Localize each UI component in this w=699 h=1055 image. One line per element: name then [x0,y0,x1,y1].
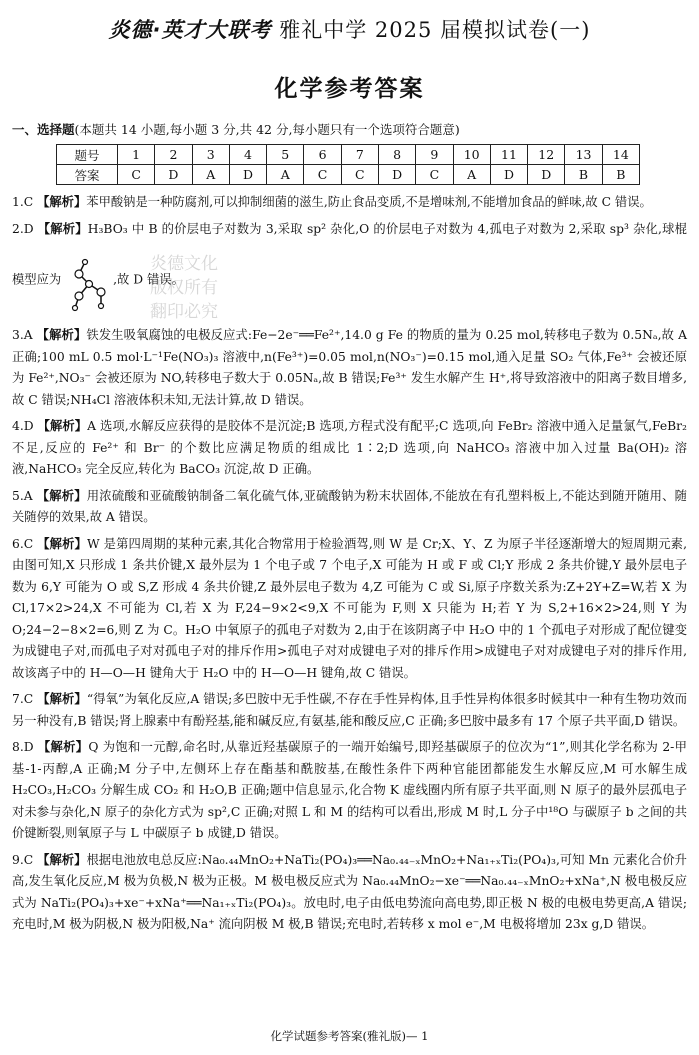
answer-cell: C [416,165,453,185]
answer-cell: A [192,165,229,185]
explanation-item [12,416,687,481]
question-number: 14 [602,145,639,165]
explanation-item [12,737,687,845]
item-number: 4.D [12,419,34,433]
item-text: H₃BO₃ 中 B 的价层电子对数为 3,采取 sp² 杂化,O 的价层电子对数为 4,孤电子对数为 2,采取 sp³ 杂化,球棍模型应为 [12,221,687,287]
answer-table-number-row [57,145,640,165]
answer-cell: A [267,165,304,185]
section-label: 一、选择题 [12,122,75,137]
question-number: 8 [378,145,415,165]
answer-cell: D [155,165,192,185]
explanation-item [12,486,687,529]
answer-cell: D [229,165,266,185]
answer-cell: C [304,165,341,185]
analysis-tag: 【解析】 [37,692,87,706]
item-number: 7.C [12,692,34,706]
explanations [12,192,687,941]
brand-name: 炎德·英才大联考 [108,18,272,42]
item-text: “得氧”为氧化反应,A 错误;多巴胺中无手性碳,不存在手性异构体,且手性异构体很多时候其中一种有生物功效而另一种没有,B 错误;肾上腺素中有酚羟基,能和碱反应,有氨基,能和酸反应,C 正确;多巴胺中最多有 17 个原子共平面,D 错误。 [12,692,687,728]
analysis-tag: 【解析】 [36,328,87,342]
question-number: 3 [192,145,229,165]
analysis-tag: 【解析】 [37,536,87,551]
item-text: W 是第四周期的某种元素,其化合物常用于检验酒驾,则 W 是 Cr;X、Y、Z 为原子半径逐渐增大的短周期元素,由图可知,X 只形成 1 条共价键,X 最外层为 1 个电子或 7 个电子,X 可能为 H 或 F 或 Cl;Y 形成 2 条共价键,Y 最外层电子数为 6,Y 可能为 O 或 S,Z 形成 4 条共价键,Z 最外层电子数为 4,Z 可能为 C 或 Si,原子序数关系为:Z+2Y+Z=W,若 X 为 Cl,17×2>24,X 不可能为 Cl,若 X 为 F,24−9×2<9,X 不可能为 F,则 X 只能为 H;若 Y 为 S,2+16×2>24,则 Y 为 O;24−2−8×2=6,则 Z 为 C。H₂O 中氧原子的孤电子对数为 2,由于在该阴离子中 H₂O 中的 1 个孤电子对形成了配位键变为成键电子对,而孤电子对对孤电子对的排斥作用>孤电子对对成键电子对的排斥作用>成键电子对对成键电子对的排斥作用,故该离子中的 H—O—H 键角大于 H₂O 中的 H—O—H 键角,故 C 错误。 [12,536,687,680]
item-number: 6.C [12,536,34,551]
explanation-item [12,219,687,321]
answer-table [56,144,640,185]
item-number: 3.A [12,328,33,342]
analysis-tag: 【解析】 [37,852,87,867]
analysis-tag: 【解析】 [37,419,88,433]
answer-cell: A [453,165,490,185]
question-number: 10 [453,145,490,165]
section-heading [12,120,460,138]
item-number: 9.C [12,852,34,867]
question-number: 6 [304,145,341,165]
question-number: 11 [490,145,527,165]
answer-cell: D [528,165,565,185]
answer-cell: D [378,165,415,185]
question-number: 13 [565,145,602,165]
item-text-tail: ,故 D 错误。 [113,272,184,287]
question-number: 1 [118,145,155,165]
ball-stick-model-image [65,240,113,320]
exam-header [0,14,699,44]
explanation-item [12,534,687,685]
analysis-tag: 【解析】 [37,740,89,754]
answer-cell: B [602,165,639,185]
item-text: 铁发生吸氧腐蚀的电极反应式:Fe−2e⁻══Fe²⁺,14.0 g Fe 的物质的量为 0.25 mol,转移电子数为 0.5Nₐ,故 A 正确;100 mL 0.5 mol·L⁻¹Fe(NO₃)₃ 溶液中,n(Fe³⁺)=0.05 mol,n(NO₃⁻)=0.15 mol,通入足量 SO₂ 气体,Fe³⁺ 会被还原为 Fe²⁺,NO₃⁻ 会被还原为 NO,转移电子数大于 0.05Nₐ,故 B 错误;Fe³⁺ 发生水解产生 H⁺,将导致溶液中的阳离子数目增多,故 C 错误;NH₄Cl 溶液体积未知,无法计算,故 D 错误。 [12,328,687,407]
answer-cell: B [565,165,602,185]
answer-table-answer-row [57,165,640,185]
exam-title: 雅礼中学 2025 届模拟试卷(一) [279,18,591,42]
item-text: 根据电池放电总反应:Na₀.₄₄MnO₂+NaTi₂(PO₄)₃══Na₀.₄₄₋ₓMnO₂+Na₁₊ₓTi₂(PO₄)₃,可知 Mn 元素化合价升高,发生氧化反应,M 极为负极,N 极为正极。M 极电极反应式为 Na₀.₄₄MnO₂−xe⁻══Na₀.₄₄₋ₓMnO₂+xNa⁺,N 极电极反应式为 NaTi₂(PO₄)₃+xe⁻+xNa⁺══Na₁₊ₓTi₂(PO₄)₃。放电时,电子由低电势流向高电势,即正极 N 极的电极电势更高,A 错误;充电时,M 极为阴极,N 极为阳极,Na⁺ 流向阴极 M 极,B 错误;充电时,若转移 x mol e⁻,M 电极将增加 23x g,D 错误。 [12,852,687,931]
explanation-item [12,850,687,936]
section-note: (本题共 14 小题,每小题 3 分,共 42 分,每小题只有一个选项符合题意) [74,122,460,137]
item-number: 2.D [12,221,34,236]
explanation-item [12,325,687,411]
watermark-line: 翻印必究 [150,302,218,322]
answer-cell: C [341,165,378,185]
row-label-number: 题号 [57,145,118,165]
item-text: Q 为饱和一元醇,命名时,从靠近羟基碳原子的一端开始编号,即羟基碳原子的位次为“1”,则其化学名称为 2-甲基-1-丙醇,A 正确;M 分子中,左侧环上存在酯基和酰胺基,在酸性条件下两种官能团都能发生水解反应,M 可水解生成 H₂CO₃,H₂CO₃ 分解生成 CO₂ 和 H₂O,B 正确;题中信息显示,化合物 K 虚线圈内所有原子共平面,则 N 原子的最外层孤电子对未参与杂化,N 原子的杂化方式为 sp²,C 正确;对照 L 和 M 的结构可以看出,形成 M 时,L 分子中¹⁸O 与碳原子 b 之间的共价键断裂,则氧原子与 L 中碳原子 b 成键,D 错误。 [12,740,687,840]
question-number: 12 [528,145,565,165]
question-number: 9 [416,145,453,165]
question-number: 4 [229,145,266,165]
analysis-tag: 【解析】 [37,195,87,209]
question-number: 7 [341,145,378,165]
explanation-item [12,689,687,732]
item-text: A 选项,水解反应获得的是胶体不是沉淀;B 选项,方程式没有配平;C 选项,向 FeBr₂ 溶液中通入足量氯气,FeBr₂ 不足,反应的 Fe²⁺ 和 Br⁻ 的个数比应满足物质的组成比 1∶2;D 选项,向 NaHCO₃ 溶液中加入过量 Ba(OH)₂ 溶液,NaHCO₃ 完全反应,转化为 BaCO₃ 沉淀,故 D 正确。 [12,419,687,476]
analysis-tag: 【解析】 [36,488,87,503]
page-title: 化学参考答案 [274,76,425,102]
question-number: 5 [267,145,304,165]
item-number: 5.A [12,488,33,503]
item-text: 用浓硫酸和亚硫酸钠制备二氧化硫气体,亚硫酸钠为粉末状固体,不能放在有孔塑料板上,不能达到随开随用、随关随停的效果,故 A 错误。 [12,488,687,524]
item-number: 8.D [12,740,34,754]
row-label-answer: 答案 [57,165,118,185]
item-number: 1.C [12,195,34,209]
watermark-line: 炎德文化 [150,254,218,274]
analysis-tag: 【解析】 [37,221,88,236]
answer-cell: C [118,165,155,185]
answer-cell: D [490,165,527,185]
page-footer: 化学试题参考答案(雅礼版)— 1 [270,1029,429,1043]
question-number: 2 [155,145,192,165]
watermark-line: 版权所有 [150,278,218,298]
explanation-item [12,192,687,214]
item-text: 苯甲酸钠是一种防腐剂,可以抑制细菌的滋生,防止食品变质,不是增味剂,不能增加食品的鲜味,故 C 错误。 [86,195,652,209]
